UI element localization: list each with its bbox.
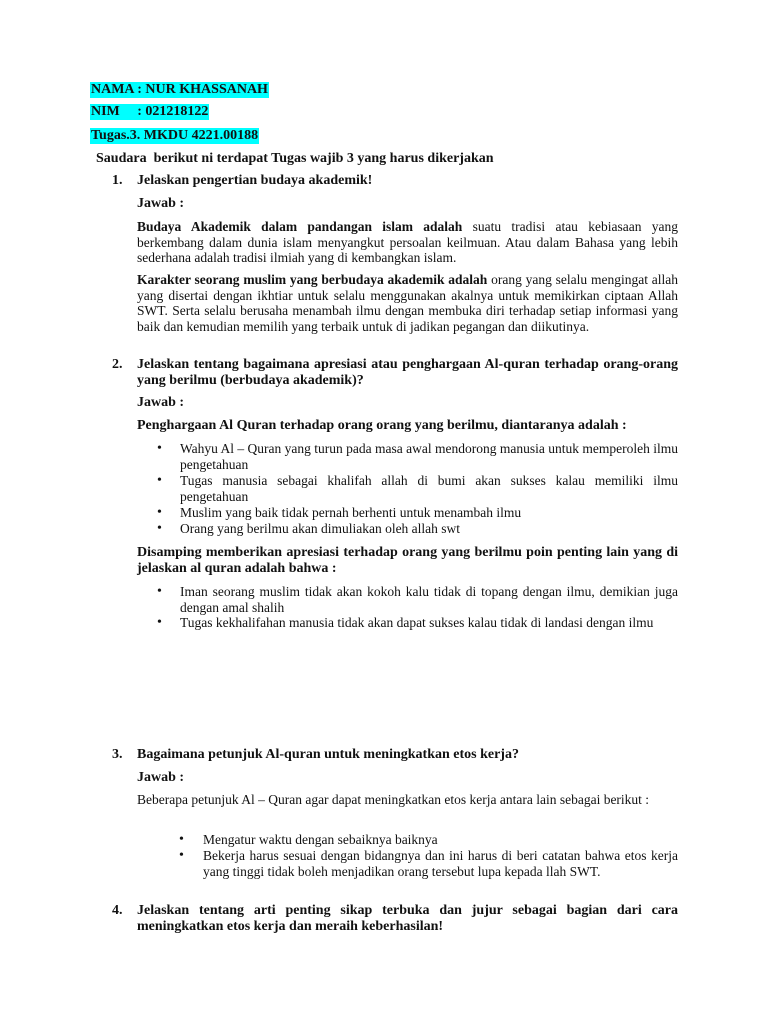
answer-3-label: Jawab : bbox=[137, 770, 185, 785]
tugas-line bbox=[90, 126, 259, 144]
bullet-icon: • bbox=[157, 615, 162, 630]
answer-2-bullet-2: Tugas manusia sebagai khalifah allah di bumi akan sukses kalau memiliki ilmu pengetahuan bbox=[180, 473, 678, 504]
answer-2-bullet-1: Wahyu Al – Quran yang turun pada masa awal mendorong manusia untuk memperoleh ilmu pengetahuan bbox=[180, 441, 678, 472]
name-highlight: NAMA : NUR KHASSANAH bbox=[91, 82, 268, 97]
answer-3-bullet-2: Bekerja harus sesuai dengan bidangnya dan ini harus di beri catatan bahwa etos kerja yang tinggi tidak boleh menjadikan orang tersebut lupa kepada llah SWT. bbox=[203, 848, 678, 879]
bullet-icon: • bbox=[157, 505, 162, 520]
bullet-icon: • bbox=[179, 848, 184, 863]
question-4-text: Jelaskan tentang arti penting sikap terbuka dan jujur sebagai bagian dari cara meningkatkan etos kerja dan meraih keberhasilan! bbox=[137, 903, 678, 934]
question-4-number: 4. bbox=[112, 903, 123, 918]
question-3-text: Bagaimana petunjuk Al-quran untuk meningkatkan etos kerja? bbox=[137, 747, 519, 762]
bullet-icon: • bbox=[157, 521, 162, 536]
answer-1-paragraph-2 bbox=[137, 272, 678, 334]
question-3-number: 3. bbox=[112, 747, 123, 762]
nim-highlight: NIM : 021218122 bbox=[91, 104, 209, 119]
name-line bbox=[90, 80, 269, 98]
question-1-number: 1. bbox=[112, 173, 123, 188]
bullet-icon: • bbox=[179, 832, 184, 847]
question-1-text: Jelaskan pengertian budaya akademik! bbox=[137, 173, 373, 188]
answer-2-bullet2-2: Tugas kekhalifahan manusia tidak akan dapat sukses kalau tidak di landasi dengan ilmu bbox=[180, 615, 654, 630]
answer-2-heading-2: Disamping memberikan apresiasi terhadap orang yang berilmu poin penting lain yang di jelaskan al quran adalah bahwa : bbox=[137, 545, 678, 576]
bullet-icon: • bbox=[157, 441, 162, 456]
answer-2-bullet-3: Muslim yang baik tidak pernah berhenti untuk menambah ilmu bbox=[180, 505, 522, 520]
question-2-text: Jelaskan tentang bagaimana apresiasi atau penghargaan Al-quran terhadap orang-orang yang berilmu (berbudaya akademik)? bbox=[137, 357, 678, 388]
answer-1-p1-bold: Budaya Akademik dalam pandangan islam adalah bbox=[137, 219, 463, 234]
answer-1-paragraph-1 bbox=[137, 219, 678, 266]
bullet-icon: • bbox=[157, 473, 162, 488]
answer-1-p2-bold: Karakter seorang muslim yang berbudaya akademik adalah bbox=[137, 272, 488, 287]
answer-1-p2-text: orang yang selalu mengingat allah yang disertai dengan ikhtiar untuk selalu menggunakan akalnya untuk memikirkan ciptaan Allah SWT. Serta selalu berusaha menambah ilmu dengan membuka diri terhadap setiap informasi yang baik dan kemudian memilih yang terbaik untuk di jadikan pegangan dan diikutinya. bbox=[137, 272, 678, 334]
answer-2-bullet2-1: Iman seorang muslim tidak akan kokoh kalu tidak di topang dengan ilmu, demikian juga dengan amal shalih bbox=[180, 584, 678, 615]
answer-2-bullet-4: Orang yang berilmu akan dimuliakan oleh allah swt bbox=[180, 521, 461, 536]
intro-text: Saudara berikut ni terdapat Tugas wajib 3 yang harus dikerjakan bbox=[96, 151, 494, 166]
nim-line bbox=[90, 102, 209, 120]
question-2-number: 2. bbox=[112, 357, 123, 372]
tugas-highlight: Tugas.3. MKDU 4221.00188 bbox=[91, 128, 259, 143]
answer-3-bullet-1: Mengatur waktu dengan sebaiknya baiknya bbox=[203, 832, 438, 847]
answer-1-p1-text: suatu tradisi atau kebiasaan yang berkembang dalam dunia islam menyangkut persoalan keilmuan. Atau dalam Bahasa yang lebih sederhana adalah tradisi ilmiah yang di kembangkan islam. bbox=[137, 219, 678, 265]
answer-2-label: Jawab : bbox=[137, 395, 185, 410]
answer-1-label: Jawab : bbox=[137, 196, 185, 211]
bullet-icon: • bbox=[157, 584, 162, 599]
answer-3-intro: Beberapa petunjuk Al – Quran agar dapat meningkatkan etos kerja antara lain sebagai berikut : bbox=[137, 792, 650, 807]
answer-2-heading: Penghargaan Al Quran terhadap orang orang yang berilmu, diantaranya adalah : bbox=[137, 418, 627, 433]
